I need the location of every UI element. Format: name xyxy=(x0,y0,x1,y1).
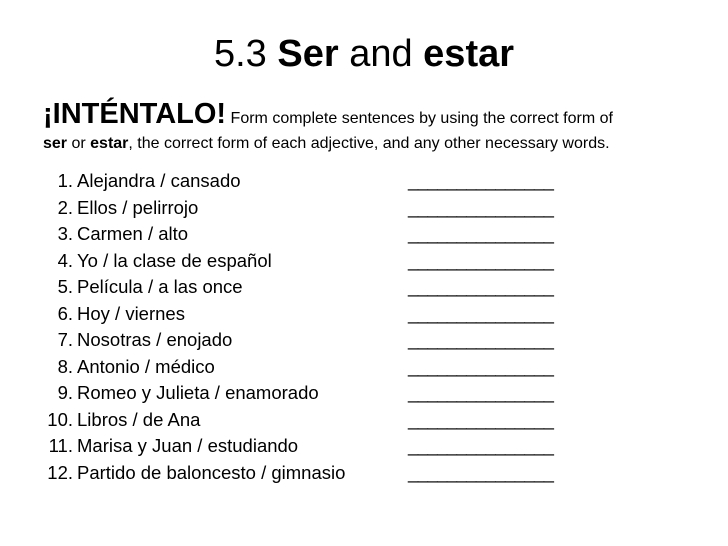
item-prompt: Alejandra / cansado xyxy=(77,170,241,191)
item-number: 8. xyxy=(57,355,73,377)
exercise-item xyxy=(0,354,728,381)
item-prompt: Ellos / pelirrojo xyxy=(77,196,199,218)
item-number: 4. xyxy=(57,249,73,271)
answer-blank: _______________ xyxy=(408,408,554,430)
answer-blank: _______________ xyxy=(408,461,554,483)
item-number: 2. xyxy=(57,196,73,218)
item-prompt: Yo / la clase de español xyxy=(77,249,272,271)
item-number: 1. xyxy=(57,170,73,191)
exercise-item xyxy=(0,460,728,487)
answer-blank: _______________ xyxy=(408,329,554,350)
instructions-or: or xyxy=(67,135,91,152)
answer-blank: _______________ xyxy=(408,302,554,324)
exercise-item xyxy=(0,433,728,460)
keyword-ser: ser xyxy=(43,135,68,152)
item-number: 6. xyxy=(57,302,73,324)
keyword-estar: estar xyxy=(90,135,129,152)
exercise-item xyxy=(0,327,728,354)
item-number: 3. xyxy=(57,223,73,244)
answer-blank: _______________ xyxy=(408,249,554,271)
item-prompt: Carmen / alto xyxy=(77,223,189,244)
item-prompt: Romeo y Julieta / enamorado xyxy=(77,382,319,403)
instructions-text-1: Form complete sentences by using the correct form of xyxy=(230,110,613,127)
item-number: 7. xyxy=(57,329,73,350)
item-number: 9. xyxy=(57,382,73,403)
item-prompt: Nosotras / enojado xyxy=(77,329,233,350)
item-prompt: Partido de baloncesto / gimnasio xyxy=(77,461,346,483)
item-prompt: Antonio / médico xyxy=(77,355,215,377)
item-number: 5. xyxy=(57,276,73,297)
item-prompt: Hoy / viernes xyxy=(77,302,185,324)
instructions-line-1 xyxy=(43,96,613,137)
exercise-item xyxy=(0,407,728,434)
exercise-item xyxy=(0,248,728,275)
exercise-item xyxy=(0,380,728,407)
exercise-item xyxy=(0,221,728,248)
title-and: and xyxy=(338,33,424,75)
item-number: 12. xyxy=(47,461,73,483)
title-prefix: 5.3 xyxy=(213,33,278,75)
section-heading: ¡INTÉNTALO! xyxy=(43,98,227,130)
answer-blank: _______________ xyxy=(408,382,554,403)
item-number: 11. xyxy=(48,435,73,456)
exercise-item xyxy=(0,195,728,222)
exercise-item xyxy=(0,274,728,301)
instructions-line-2 xyxy=(43,133,610,155)
item-prompt: Marisa y Juan / estudiando xyxy=(77,435,299,456)
answer-blank: _______________ xyxy=(408,196,554,218)
title-estar: estar xyxy=(423,33,515,75)
answer-blank: _______________ xyxy=(408,435,554,456)
item-prompt: Película / a las once xyxy=(77,276,243,297)
answer-blank: _______________ xyxy=(408,276,554,297)
instructions-text-2: , the correct form of each adjective, and any other necessary words. xyxy=(128,135,610,152)
item-prompt: Libros / de Ana xyxy=(77,408,201,430)
exercise-item xyxy=(0,301,728,328)
page-title xyxy=(0,30,728,78)
answer-blank: _______________ xyxy=(408,223,554,244)
exercise-item xyxy=(0,168,728,195)
title-ser: Ser xyxy=(277,33,339,75)
answer-blank: _______________ xyxy=(408,355,554,377)
exercise-list xyxy=(0,168,728,486)
item-number: 10. xyxy=(47,408,73,430)
answer-blank: _______________ xyxy=(408,170,554,191)
